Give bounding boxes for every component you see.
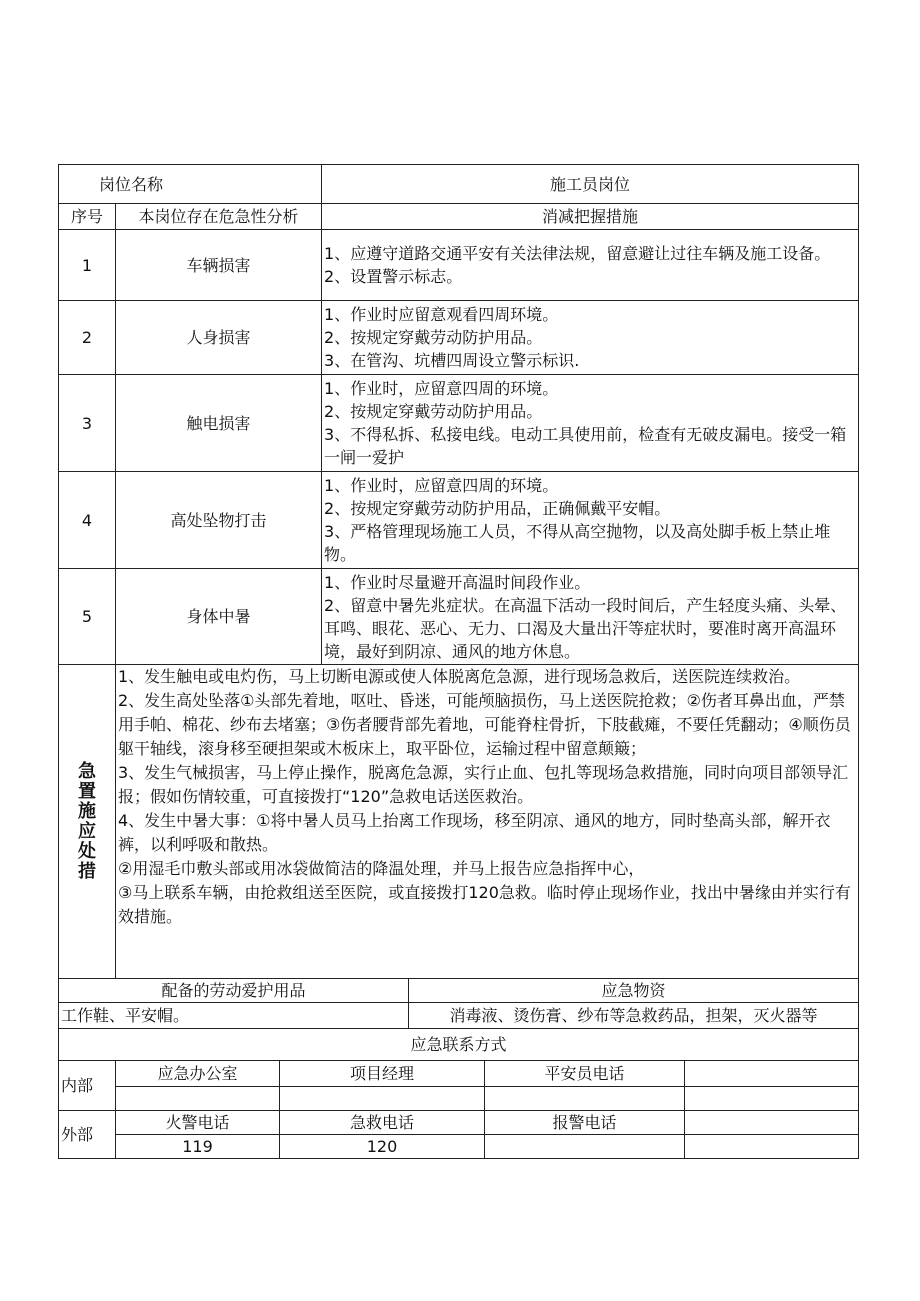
emergency-supplies-value: 消毒液、烫伤膏、纱布等急救药品，担架，灭火器等: [409, 1003, 859, 1029]
post-name-value: 施工员岗位: [322, 165, 859, 204]
emergency-paragraph: ②用湿毛巾敷头部或用冰袋做简洁的降温处理，并马上报告应急指挥中心，: [118, 859, 645, 878]
row-measures: [322, 472, 859, 569]
measure-line: 1、作业时，应留意四周的环境。: [324, 379, 559, 398]
measure-line: 1、应遵守道路交通平安有关法律法规，留意避让过往车辆及施工设备。: [324, 244, 831, 263]
measures-header: 消减把握措施: [322, 204, 859, 230]
measure-line: 1、作业时，应留意四周的环境。: [324, 476, 559, 495]
row-hazard: 身体中暑: [116, 569, 322, 665]
contact-header: 项目经理: [280, 1061, 485, 1087]
measure-line: 3、严格管理现场施工人员，不得从高空抛物，以及高处脚手板上禁止堆物。: [324, 522, 831, 564]
contact-header: 平安员电话: [485, 1061, 685, 1087]
measure-line: 2、按规定穿戴劳动防护用品。: [324, 328, 543, 347]
hazard-table: [58, 164, 859, 979]
row-hazard: 人身损害: [116, 301, 322, 375]
table-row: [59, 569, 859, 665]
row-seq: 5: [59, 569, 116, 665]
table-row: [59, 301, 859, 375]
row-measures: [322, 301, 859, 375]
column-header-row: [59, 204, 859, 230]
external-header-row: [59, 1111, 859, 1135]
contact-header: 应急办公室: [116, 1061, 280, 1087]
supplies-value-row: [59, 1003, 859, 1029]
row-hazard: 高处坠物打击: [116, 472, 322, 569]
measure-line: 3、不得私拆、私接电线。电动工具使用前，检查有无破皮漏电。接受一箱一闸一爱护: [324, 425, 847, 467]
contact-header: 急救电话: [280, 1111, 485, 1135]
contact-value: [685, 1135, 859, 1159]
emergency-paragraph: 2、发生高处坠落①头部先着地，呕吐、昏迷，可能颅脑损伤，马上送医院抢救；②伤者耳鼻出血，严禁用手帕、棉花、纱布去堵塞；③伤者腰背部先着地，可能脊柱骨折，下肢截瘫，不要任凭翻动；④顺伤员躯干轴线，滚身移至硬担架或木板床上，取平卧位，运输过程中留意颠簸；: [118, 691, 851, 758]
emergency-supplies-label: 应急物资: [409, 979, 859, 1003]
hazard-header: 本岗位存在危急性分析: [116, 204, 322, 230]
row-seq: 1: [59, 230, 116, 301]
contact-header: [685, 1111, 859, 1135]
row-hazard: 车辆损害: [116, 230, 322, 301]
emergency-label: 急置施应处措: [59, 665, 116, 979]
contact-value: [485, 1087, 685, 1111]
emergency-measures: [116, 665, 859, 979]
row-measures: [322, 569, 859, 665]
emergency-paragraph: 4、发生中暑大事：①将中暑人员马上抬离工作现场，移至阴凉、通风的地方，同时垫高头部，解开衣裤，以利呼吸和散热。: [118, 811, 831, 854]
contacts-table: [58, 1060, 859, 1159]
internal-header-row: [59, 1061, 859, 1087]
header-row: [59, 165, 859, 204]
measure-line: 2、按规定穿戴劳动防护用品，正确佩戴平安帽。: [324, 499, 671, 518]
row-seq: 3: [59, 375, 116, 472]
emergency-paragraph: 1、发生触电或电灼伤，马上切断电源或使人体脱离危急源，进行现场急救后，送医院连续救治。: [118, 667, 801, 686]
row-seq: 4: [59, 472, 116, 569]
contact-header: 报警电话: [485, 1111, 685, 1135]
emergency-row: [59, 665, 859, 979]
contact-value: [685, 1087, 859, 1111]
row-hazard: 触电损害: [116, 375, 322, 472]
supplies-table: [58, 978, 859, 1061]
emergency-paragraph: 3、发生气械损害，马上停止操作，脱离危急源，实行止血、包扎等现场急救措施，同时向项目部领导汇报；假如伤情较重，可直接拨打“120”急救电话送医救治。: [118, 763, 849, 806]
contact-value: [485, 1135, 685, 1159]
contacts-title: 应急联系方式: [59, 1029, 859, 1061]
table-row: [59, 472, 859, 569]
measure-line: 1、作业时应留意观看四周环境。: [324, 305, 559, 324]
table-row: [59, 230, 859, 301]
row-seq: 2: [59, 301, 116, 375]
form-sheet: [58, 164, 858, 1159]
contact-header: 火警电话: [116, 1111, 280, 1135]
measure-line: 3、在管沟、坑槽四周设立警示标识.: [324, 351, 580, 370]
contact-value: [280, 1087, 485, 1111]
post-name-label: 岗位名称: [59, 165, 322, 204]
ppe-value: 工作鞋、平安帽。: [59, 1003, 409, 1029]
contact-value: 119: [116, 1135, 280, 1159]
contact-header: [685, 1061, 859, 1087]
row-measures: [322, 375, 859, 472]
contact-value: [116, 1087, 280, 1111]
table-row: [59, 375, 859, 472]
internal-label: 内部: [59, 1061, 116, 1111]
row-measures: [322, 230, 859, 301]
seq-header: 序号: [59, 204, 116, 230]
measure-line: 1、作业时尽量避开高温时间段作业。: [324, 572, 591, 592]
measure-line: 2、留意中暑先兆症状。在高温下活动一段时间后，产生轻度头痛、头晕、耳鸣、眼花、恶心、无力、口渴及大量出汗等症状时，要准时离开高温环境，最好到阴凉、通风的地方休息。: [324, 595, 847, 661]
ppe-label: 配备的劳动爱护用品: [59, 979, 409, 1003]
contact-value: 120: [280, 1135, 485, 1159]
measure-line: 2、按规定穿戴劳动防护用品。: [324, 402, 543, 421]
supplies-header-row: [59, 979, 859, 1003]
external-value-row: [59, 1135, 859, 1159]
contacts-title-row: [59, 1029, 859, 1061]
internal-value-row: [59, 1087, 859, 1111]
measure-line: 2、设置警示标志。: [324, 267, 463, 286]
external-label: 外部: [59, 1111, 116, 1159]
emergency-paragraph: ③马上联系车辆，由抢救组送至医院，或直接拨打120急救。临时停止现场作业，找出中暑缘由并实行有效措施。: [118, 883, 851, 926]
